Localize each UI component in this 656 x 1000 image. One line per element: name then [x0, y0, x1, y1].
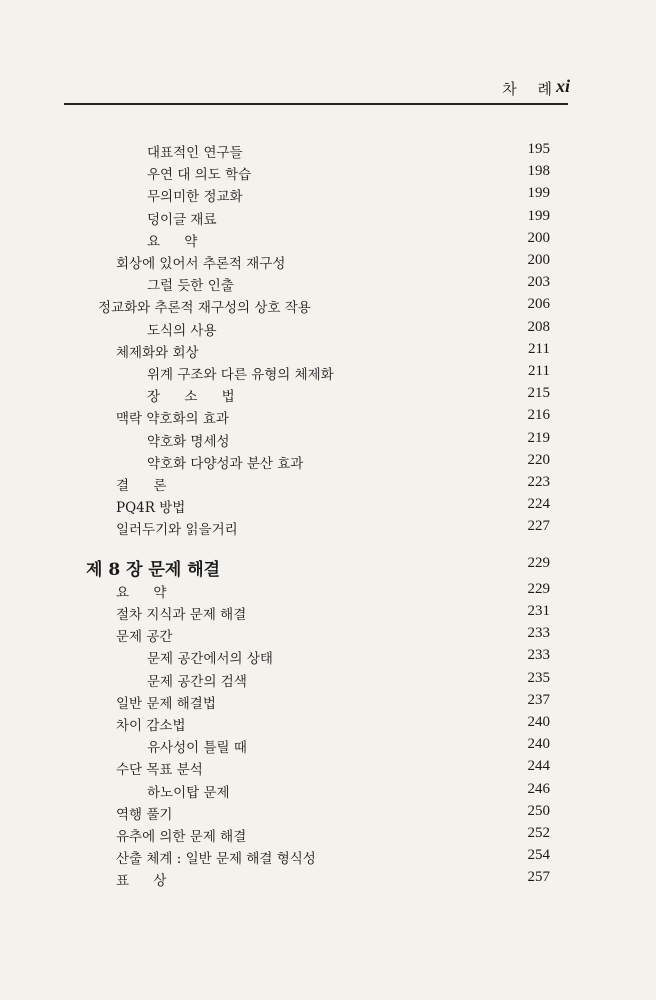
entry-page: 206 — [527, 296, 550, 313]
toc-entry — [0, 496, 656, 518]
entry-title: 문제 공간의 검색 — [147, 673, 247, 690]
entry-page: 200 — [527, 229, 550, 246]
entry-title: 유추에 의한 문제 해결 — [116, 829, 247, 845]
entry-title: 약호화 명세성 — [147, 433, 230, 450]
entry-page: 240 — [527, 736, 550, 753]
entry-page: 224 — [527, 496, 550, 513]
entry-title: 약호화 다양성과 분산 효과 — [147, 455, 304, 472]
toc-entry — [0, 474, 656, 496]
chapter-entry — [0, 554, 656, 580]
entry-title: 회상에 있어서 추론적 재구성 — [116, 256, 286, 272]
toc-entry — [0, 252, 656, 274]
entry-title: 일러두기와 읽을거리 — [116, 522, 238, 539]
toc-entry — [0, 274, 656, 296]
entry-title: 무의미한 정교화 — [147, 189, 243, 206]
entry-title: 하노이탑 문제 — [147, 784, 230, 801]
entry-title: 제 8 장 문제 해결 — [86, 559, 221, 580]
entry-title: 절차 지식과 문제 해결 — [116, 607, 247, 623]
entry-page: 211 — [528, 340, 550, 357]
entry-page: 257 — [527, 869, 550, 886]
toc-entry — [0, 430, 656, 452]
entry-page: 198 — [527, 163, 550, 180]
entry-title: 그럴 듯한 인출 — [147, 278, 234, 295]
toc-entry — [0, 847, 656, 869]
toc-entry — [0, 603, 656, 625]
page-number: xi — [555, 76, 570, 96]
toc-entry — [0, 452, 656, 474]
entry-title: 위계 구조와 다른 유형의 체제화 — [147, 367, 334, 383]
toc-entry — [0, 208, 656, 230]
toc-entry — [0, 185, 656, 207]
toc-entry — [0, 319, 656, 341]
entry-title: 체제화와 회상 — [116, 344, 199, 361]
entry-page: 223 — [527, 474, 550, 490]
entry-title: 요 약 — [147, 233, 208, 250]
entry-page: 237 — [527, 691, 550, 708]
entry-page: 199 — [527, 207, 550, 224]
toc-entry — [0, 581, 656, 603]
toc-entry — [0, 163, 656, 185]
toc-entry — [0, 625, 656, 647]
entry-title: 장 소 법 — [147, 389, 245, 406]
entry-title: 문제 공간 — [116, 629, 173, 646]
entry-page: 240 — [527, 714, 550, 730]
toc-entry — [0, 869, 656, 891]
entry-title: 차이 감소법 — [116, 718, 186, 734]
entry-page: 211 — [528, 363, 550, 379]
entry-title: 표 상 — [116, 873, 177, 890]
toc-entry — [0, 670, 656, 692]
entry-page: 233 — [527, 647, 550, 664]
entry-page: 195 — [527, 141, 550, 157]
entry-page: 203 — [527, 274, 550, 291]
entry-title: PQ4R 방법 — [116, 500, 186, 517]
entry-title: 맥락 약호화의 효과 — [116, 411, 229, 428]
entry-page: 220 — [527, 451, 550, 468]
toc-entry — [0, 230, 656, 252]
toc-entry — [0, 385, 656, 407]
entry-title: 정교화와 추론적 재구성의 상호 작용 — [98, 300, 311, 317]
entry-page: 231 — [527, 603, 550, 619]
entry-page: 216 — [527, 407, 550, 424]
entry-page: 235 — [527, 669, 550, 686]
toc-entry — [0, 692, 656, 714]
entry-page: 219 — [527, 429, 550, 446]
toc-entry — [0, 518, 656, 540]
entry-title: 덩이글 재료 — [147, 211, 217, 228]
toc-entry — [0, 714, 656, 736]
entry-title: 수단 목표 분석 — [116, 762, 203, 779]
toc-entry — [0, 825, 656, 847]
entry-title: 대표적인 연구들 — [147, 145, 243, 161]
entry-page: 229 — [527, 554, 550, 571]
toc-entry — [0, 296, 656, 318]
toc-entry — [0, 781, 656, 803]
entry-page: 254 — [527, 847, 550, 864]
entry-page: 246 — [527, 780, 550, 797]
entry-page: 200 — [527, 252, 550, 268]
entry-page: 215 — [527, 385, 550, 402]
toc-entry — [0, 141, 656, 163]
entry-title: 우연 대 의도 학습 — [147, 167, 252, 184]
toc-entry — [0, 341, 656, 363]
toc-entry — [0, 803, 656, 825]
entry-page: 252 — [527, 825, 550, 841]
entry-page: 229 — [527, 580, 550, 597]
toc-entry — [0, 736, 656, 758]
entry-title: 문제 공간에서의 상태 — [147, 651, 273, 668]
toc-entry — [0, 363, 656, 385]
entry-page: 199 — [527, 185, 550, 202]
entry-page: 244 — [527, 758, 550, 775]
entry-title: 일반 문제 해결법 — [116, 695, 216, 712]
entry-page: 208 — [527, 318, 550, 335]
toc-entry — [0, 647, 656, 669]
header-title: 차 례 — [502, 80, 560, 98]
entry-page: 233 — [527, 625, 550, 642]
entry-title: 도식의 사용 — [147, 322, 217, 339]
entry-title: 유사성이 틀릴 때 — [147, 740, 247, 757]
entry-title: 결 론 — [116, 478, 177, 494]
entry-title: 요 약 — [116, 584, 177, 601]
toc-entry — [0, 758, 656, 780]
entry-title: 역행 풀기 — [116, 806, 173, 823]
entry-page: 227 — [527, 518, 550, 535]
entry-page: 250 — [527, 802, 550, 819]
toc-entry — [0, 407, 656, 429]
entry-title: 산출 체계 : 일반 문제 해결 형식성 — [116, 851, 316, 868]
